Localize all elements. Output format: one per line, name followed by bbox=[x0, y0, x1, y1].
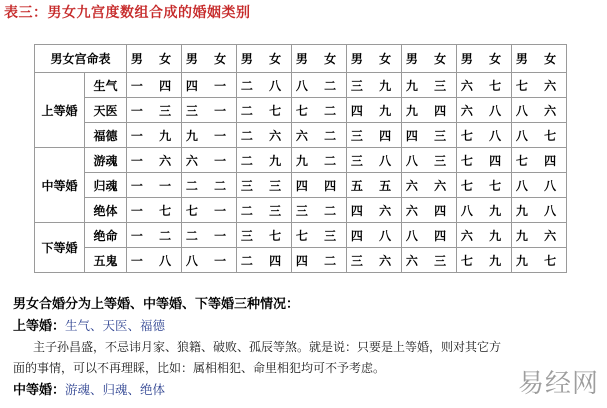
table-cell-pair: 三 九 bbox=[347, 73, 402, 98]
paragraph-line-2: 面的事情，可以不再理睬，比如：属相相犯、命里相犯均可不予考虑。 bbox=[13, 361, 386, 375]
palace-type-label: 绝体 bbox=[85, 198, 127, 223]
table-cell-pair: 三 六 bbox=[347, 248, 402, 273]
table-row bbox=[35, 198, 567, 223]
table-cell-pair: 四 八 bbox=[347, 223, 402, 248]
column-header-male-female: 男 女 bbox=[292, 45, 347, 73]
table-cell-pair: 五 五 bbox=[347, 173, 402, 198]
table-cell-pair: 七 三 bbox=[292, 223, 347, 248]
table-cell-pair: 三 一 bbox=[182, 98, 237, 123]
column-header-male-female: 男 女 bbox=[402, 45, 457, 73]
marriage-grade-label: 下等婚 bbox=[35, 223, 85, 273]
table-cell-pair: 八 四 bbox=[402, 223, 457, 248]
table-cell-pair: 九 七 bbox=[512, 248, 567, 273]
table-cell-pair: 三 二 bbox=[292, 198, 347, 223]
table-cell-pair: 六 三 bbox=[402, 248, 457, 273]
table-cell-pair: 四 九 bbox=[347, 98, 402, 123]
table-cell-pair: 六 一 bbox=[182, 148, 237, 173]
table-row bbox=[35, 173, 567, 198]
palace-type-label: 绝命 bbox=[85, 223, 127, 248]
table-row bbox=[35, 98, 567, 123]
column-header-male-female: 男 女 bbox=[512, 45, 567, 73]
table-cell-pair: 一 二 bbox=[127, 223, 182, 248]
table-cell-pair: 一 六 bbox=[127, 148, 182, 173]
table-row bbox=[35, 223, 567, 248]
table-cell-pair: 八 七 bbox=[512, 123, 567, 148]
column-header-male-female: 男 女 bbox=[127, 45, 182, 73]
table-cell-pair: 二 二 bbox=[182, 173, 237, 198]
table-cell-pair: 九 一 bbox=[182, 123, 237, 148]
table-cell-pair: 六 六 bbox=[402, 173, 457, 198]
palace-type-label: 归魂 bbox=[85, 173, 127, 198]
table-cell-pair: 八 二 bbox=[292, 73, 347, 98]
palace-type-label: 福德 bbox=[85, 123, 127, 148]
table-cell-pair: 二 四 bbox=[237, 248, 292, 273]
palace-type-label: 天医 bbox=[85, 98, 127, 123]
table-cell-pair: 七 一 bbox=[182, 198, 237, 223]
table-cell-pair: 八 一 bbox=[182, 248, 237, 273]
marriage-table bbox=[34, 44, 567, 273]
table-row bbox=[35, 73, 567, 98]
table-cell-pair: 二 三 bbox=[237, 198, 292, 223]
table-cell-pair: 四 三 bbox=[402, 123, 457, 148]
table-cell-pair: 六 七 bbox=[457, 73, 512, 98]
marriage-grade-label: 中等婚 bbox=[35, 148, 85, 223]
table-cell-pair: 一 九 bbox=[127, 123, 182, 148]
text-heading: 男女合婚分为上等婚、中等婚、下等婚三种情况： bbox=[13, 297, 300, 312]
paragraph-line-1: 主子孙昌盛，不忌讳月家、狼籍、破败、孤辰等煞。就是说：只要是上等婚，则对其它方 bbox=[33, 340, 502, 354]
table-cell-pair: 九 六 bbox=[512, 223, 567, 248]
table-cell-pair: 一 一 bbox=[127, 173, 182, 198]
table-cell-pair: 一 四 bbox=[127, 73, 182, 98]
middle-marriage-label: 中等婚： bbox=[13, 383, 66, 398]
table-cell-pair: 七 四 bbox=[457, 148, 512, 173]
table-cell-pair: 六 四 bbox=[402, 198, 457, 223]
table-cell-pair: 四 六 bbox=[347, 198, 402, 223]
table-cell-pair: 三 七 bbox=[237, 223, 292, 248]
table-cell-pair: 三 四 bbox=[347, 123, 402, 148]
upper-marriage-label: 上等婚： bbox=[13, 319, 66, 334]
table-cell-pair: 一 三 bbox=[127, 98, 182, 123]
table-cell-pair: 二 八 bbox=[237, 73, 292, 98]
table-cell-pair: 六 八 bbox=[457, 98, 512, 123]
table-cell-pair: 六 二 bbox=[292, 123, 347, 148]
table-cell-pair: 七 二 bbox=[292, 98, 347, 123]
table-corner-header: 男女宫命表 bbox=[35, 45, 127, 73]
watermark-logo: 易经网 bbox=[517, 369, 599, 399]
table-cell-pair: 七 四 bbox=[512, 148, 567, 173]
table-cell-pair: 二 七 bbox=[237, 98, 292, 123]
middle-marriage-line bbox=[13, 379, 603, 401]
column-header-male-female: 男 女 bbox=[457, 45, 512, 73]
table-cell-pair: 三 三 bbox=[237, 173, 292, 198]
table-row bbox=[35, 123, 567, 148]
marriage-grade-label: 上等婚 bbox=[35, 73, 85, 148]
explanation-text bbox=[13, 294, 603, 401]
table-cell-pair: 七 九 bbox=[457, 248, 512, 273]
table-cell-pair: 四 四 bbox=[292, 173, 347, 198]
table-cell-pair: 一 七 bbox=[127, 198, 182, 223]
table-cell-pair: 四 二 bbox=[292, 248, 347, 273]
table-cell-pair: 八 六 bbox=[512, 98, 567, 123]
table-cell-pair: 九 二 bbox=[292, 148, 347, 173]
table-cell-pair: 二 九 bbox=[237, 148, 292, 173]
table-cell-pair: 四 一 bbox=[182, 73, 237, 98]
palace-type-label: 五鬼 bbox=[85, 248, 127, 273]
table-cell-pair: 九 八 bbox=[512, 198, 567, 223]
column-header-male-female: 男 女 bbox=[237, 45, 292, 73]
upper-marriage-line bbox=[13, 315, 603, 337]
table-cell-pair: 八 九 bbox=[457, 198, 512, 223]
table-header-row bbox=[35, 45, 567, 73]
table-cell-pair: 七 七 bbox=[457, 173, 512, 198]
upper-marriage-items: 生气、天医、福德 bbox=[65, 318, 166, 333]
page-title: 表三：男女九宫度数组合成的婚姻类别 bbox=[4, 5, 251, 21]
palace-type-label: 游魂 bbox=[85, 148, 127, 173]
middle-marriage-items: 游魂、归魂、绝体 bbox=[65, 382, 166, 397]
table-cell-pair: 二 六 bbox=[237, 123, 292, 148]
table-cell-pair: 二 一 bbox=[182, 223, 237, 248]
table-row bbox=[35, 248, 567, 273]
table-cell-pair: 七 六 bbox=[512, 73, 567, 98]
table-cell-pair: 九 三 bbox=[402, 73, 457, 98]
table-cell-pair: 三 八 bbox=[347, 148, 402, 173]
table-row bbox=[35, 148, 567, 173]
column-header-male-female: 男 女 bbox=[347, 45, 402, 73]
table-cell-pair: 六 九 bbox=[457, 223, 512, 248]
table-cell-pair: 八 三 bbox=[402, 148, 457, 173]
table-cell-pair: 八 八 bbox=[512, 173, 567, 198]
table-cell-pair: 一 八 bbox=[127, 248, 182, 273]
table-cell-pair: 九 四 bbox=[402, 98, 457, 123]
table-cell-pair: 七 八 bbox=[457, 123, 512, 148]
palace-type-label: 生气 bbox=[85, 73, 127, 98]
column-header-male-female: 男 女 bbox=[182, 45, 237, 73]
